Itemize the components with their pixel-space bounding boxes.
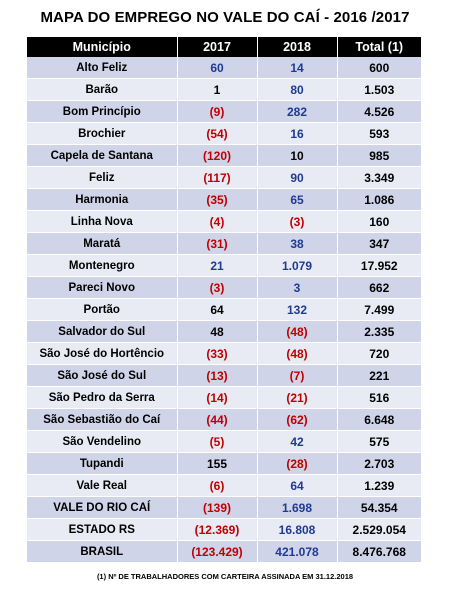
cell-municipio: São Pedro da Serra [27,387,177,409]
table-row [27,321,421,343]
employment-table-container [27,37,421,563]
cell-municipio: Tupandi [27,453,177,475]
table-row [27,497,421,519]
cell-total: 2.335 [337,321,421,343]
footnote: (1) Nº DE TRABALHADORES COM CARTEIRA ASSINADA EM 31.12.2018 [96,572,354,581]
cell-2017: 48 [177,321,257,343]
cell-2017: (33) [177,343,257,365]
cell-municipio: Barão [27,79,177,101]
cell-2017: 64 [177,299,257,321]
cell-2018: (62) [257,409,337,431]
cell-municipio: Brochier [27,123,177,145]
table-row [27,519,421,541]
cell-municipio: ESTADO RS [27,519,177,541]
cell-municipio: Portão [27,299,177,321]
cell-2017: (139) [177,497,257,519]
header-2018: 2018 [257,37,337,57]
cell-total: 1.239 [337,475,421,497]
employment-table [27,37,421,563]
cell-2017: (14) [177,387,257,409]
cell-2017: 1 [177,79,257,101]
cell-municipio: Bom Princípio [27,101,177,123]
table-row [27,255,421,277]
cell-2018: 1.698 [257,497,337,519]
table-row [27,299,421,321]
cell-2017: (35) [177,189,257,211]
cell-municipio: Linha Nova [27,211,177,233]
table-row [27,431,421,453]
cell-2018: 16 [257,123,337,145]
table-row [27,145,421,167]
cell-2018: 132 [257,299,337,321]
cell-2018: 14 [257,57,337,79]
cell-municipio: São José do Sul [27,365,177,387]
page-title: MAPA DO EMPREGO NO VALE DO CAÍ - 2016 /2017 [40,9,410,26]
cell-2018: 80 [257,79,337,101]
cell-total: 8.476.768 [337,541,421,563]
cell-2017: (117) [177,167,257,189]
table-row [27,453,421,475]
cell-2018: 282 [257,101,337,123]
cell-2018: 421.078 [257,541,337,563]
table-row [27,189,421,211]
cell-total: 221 [337,365,421,387]
table-row [27,343,421,365]
cell-municipio: Salvador do Sul [27,321,177,343]
cell-2017: 21 [177,255,257,277]
cell-2018: 90 [257,167,337,189]
cell-2018: 1.079 [257,255,337,277]
cell-total: 4.526 [337,101,421,123]
cell-2017: (120) [177,145,257,167]
cell-2017: (6) [177,475,257,497]
cell-total: 575 [337,431,421,453]
table-row [27,123,421,145]
cell-total: 1.503 [337,79,421,101]
cell-municipio: Montenegro [27,255,177,277]
table-row [27,57,421,79]
cell-2017: (12.369) [177,519,257,541]
cell-municipio: Capela de Santana [27,145,177,167]
cell-municipio: Maratá [27,233,177,255]
cell-2017: (4) [177,211,257,233]
cell-municipio: Alto Feliz [27,57,177,79]
cell-municipio: Feliz [27,167,177,189]
cell-total: 720 [337,343,421,365]
cell-municipio: Harmonia [27,189,177,211]
cell-2018: 64 [257,475,337,497]
table-row [27,211,421,233]
cell-2017: 60 [177,57,257,79]
cell-total: 160 [337,211,421,233]
table-header-row [27,37,421,57]
cell-total: 600 [337,57,421,79]
table-row [27,475,421,497]
cell-2018: (28) [257,453,337,475]
table-row [27,277,421,299]
cell-2018: (7) [257,365,337,387]
cell-total: 516 [337,387,421,409]
cell-total: 17.952 [337,255,421,277]
cell-2017: (5) [177,431,257,453]
cell-2017: (13) [177,365,257,387]
cell-2018: (3) [257,211,337,233]
cell-municipio: São José do Hortêncio [27,343,177,365]
cell-total: 2.529.054 [337,519,421,541]
table-row [27,541,421,563]
header-2017: 2017 [177,37,257,57]
table-row [27,167,421,189]
cell-2017: (44) [177,409,257,431]
cell-2018: 65 [257,189,337,211]
cell-total: 985 [337,145,421,167]
cell-2018: 3 [257,277,337,299]
cell-total: 593 [337,123,421,145]
cell-total: 7.499 [337,299,421,321]
table-body [27,57,421,563]
cell-municipio: São Sebastião do Caí [27,409,177,431]
cell-2018: (48) [257,343,337,365]
cell-municipio: Pareci Novo [27,277,177,299]
cell-municipio: São Vendelino [27,431,177,453]
table-row [27,409,421,431]
cell-2018: (21) [257,387,337,409]
cell-total: 1.086 [337,189,421,211]
cell-2017: (9) [177,101,257,123]
cell-total: 2.703 [337,453,421,475]
cell-2018: 42 [257,431,337,453]
cell-municipio: VALE DO RIO CAÍ [27,497,177,519]
table-row [27,79,421,101]
cell-2017: (123.429) [177,541,257,563]
table-row [27,365,421,387]
table-row [27,233,421,255]
cell-2018: 10 [257,145,337,167]
cell-total: 3.349 [337,167,421,189]
cell-2018: 38 [257,233,337,255]
cell-total: 662 [337,277,421,299]
cell-municipio: BRASIL [27,541,177,563]
header-total: Total (1) [337,37,421,57]
cell-total: 6.648 [337,409,421,431]
cell-2017: (31) [177,233,257,255]
header-municipio: Município [27,37,177,57]
cell-2018: 16.808 [257,519,337,541]
cell-total: 347 [337,233,421,255]
cell-2017: (54) [177,123,257,145]
table-row [27,387,421,409]
cell-2017: 155 [177,453,257,475]
table-row [27,101,421,123]
cell-municipio: Vale Real [27,475,177,497]
cell-2018: (48) [257,321,337,343]
cell-total: 54.354 [337,497,421,519]
cell-2017: (3) [177,277,257,299]
